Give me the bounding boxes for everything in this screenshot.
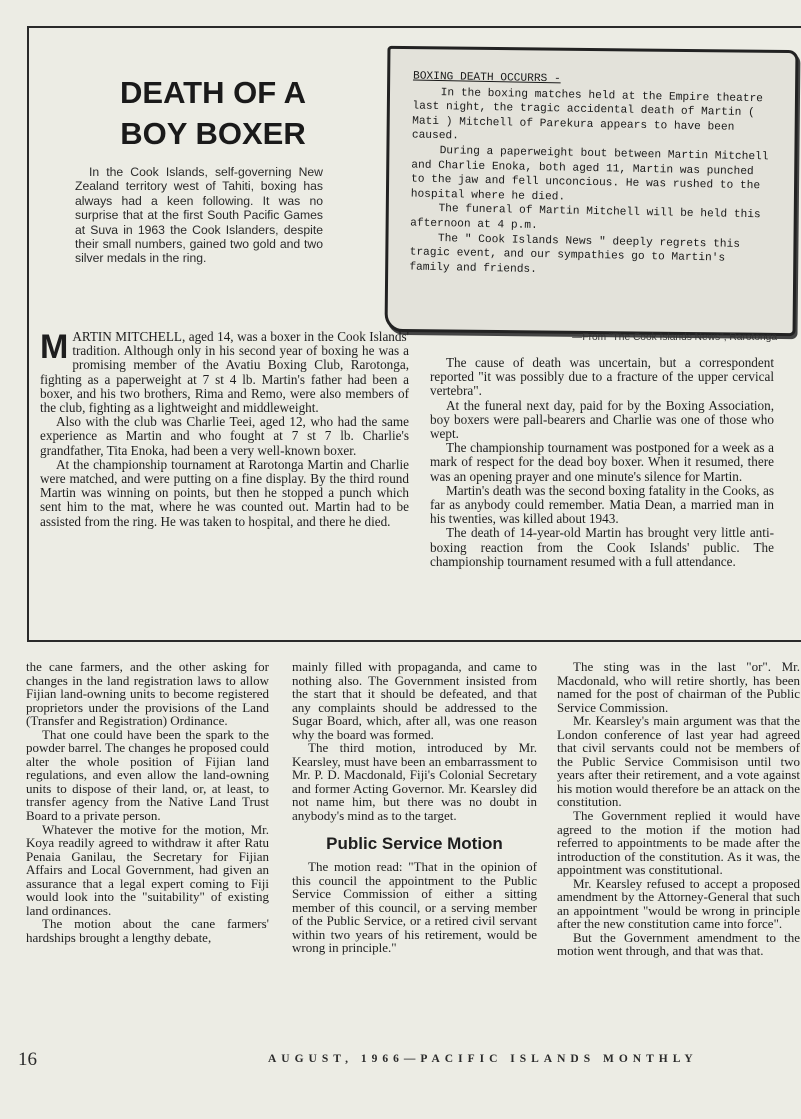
article-column-3	[557, 660, 800, 958]
feature-story-left-column	[40, 330, 409, 529]
story-paragraph: The championship tournament was postponed for a week as a mark of respect for the dead boy boxer. When it resumed, there was an opening prayer and one minute's silence for Martin.	[430, 440, 774, 484]
article-paragraph: The sting was in the last "or". Mr. Macdonald, who will retire shortly, has been named for the post of chairman of the Public Service Commission.	[557, 659, 800, 715]
feature-headline	[78, 72, 348, 154]
page-footer	[18, 1049, 798, 1075]
article-paragraph: Mr. Kearsley refused to accept a proposed amendment by the Attorney-General that such an appointment "would be wrong in principle after the new constitution came into force".	[557, 875, 800, 932]
article-paragraph: mainly filled with propaganda, and came to nothing also. The Government insisted from the start that it should be defeated, and that any complaints should be addressed to the Sugar Board, which, after all, was one reason why the board was formed.	[292, 659, 537, 742]
headline-line-2: BOY BOXER	[120, 116, 306, 151]
article-paragraph: But the Government amendment to the motion went through, and that was that.	[557, 929, 800, 959]
headline-line-1: DEATH OF A	[120, 75, 306, 110]
article-column-1	[26, 660, 269, 944]
clipping-paragraph: The " Cook Islands News " deeply regrets this tragic event, and our sympathies go to Martin's family and friends.	[409, 232, 741, 276]
masthead-line: AUGUST, 1966—PACIFIC ISLANDS MONTHLY	[268, 1053, 698, 1065]
drop-cap: M	[40, 328, 69, 366]
section-subheading: Public Service Motion	[326, 833, 503, 853]
article-paragraph: That one could have been the spark to the powder barrel. The changes he proposed could alter the whole position of Fijian land regulations, and even allow the land-owning units to dispose of their land, or, at least, to transfer agency from the Native Land Trust Board to a private person.	[26, 726, 269, 824]
clipping-paragraph: During a paperweight bout between Martin Mitchell and Charlie Enoka, both aged 11, Martin was punched to the jaw and fell unconcious. He was rushed to the hospital where he died.	[410, 145, 769, 204]
article-paragraph: The Government replied it would have agreed to the motion if the motion had referred to appointments to be made after the introduction of the constitution. As it was, the appointment was constitutional.	[557, 808, 800, 878]
story-paragraph: The cause of death was uncertain, but a correspondent reported "it was possibly due to a fracture of the upper cervical vertebra".	[430, 355, 774, 399]
clipping-paragraph: In the boxing matches held at the Empire theatre last night, the tragic accidental death of Martin ( Mati ) Mitchell of Parekura appears to have been caused.	[411, 86, 764, 143]
story-paragraph: Martin's death was the second boxing fatality in the Cooks, as far as anybody could remember. Matia Dean, a married man in his twenties, was killed about 1943.	[430, 482, 774, 527]
feature-intro	[75, 165, 323, 266]
story-lead-paragraph	[40, 330, 409, 415]
newspaper-clipping	[385, 46, 799, 336]
article-paragraph: The motion about the cane farmers' hardships brought a lengthy debate,	[26, 916, 269, 945]
feature-story-right-column	[430, 356, 774, 569]
clipping-credit: —From "The Cook Islands News", Rarotonga	[572, 332, 777, 343]
clipping-paragraph: The funeral of Martin Mitchell will be held this afternoon at 4 p.m.	[410, 203, 761, 232]
story-paragraph: Also with the club was Charlie Teei, aged 12, who had the same experience as Martin and who fought at 7 st 7 lb. Charlie's grandfather, Tita Enoka, had been a very well-known boxer.	[40, 414, 409, 458]
story-paragraph: The death of 14-year-old Martin has brought very little anti-boxing reaction from the Cook Islands' public. The championship tournament resumed with a full attendance.	[430, 525, 774, 569]
article-column-2	[292, 660, 537, 955]
article-paragraph: Whatever the motive for the motion, Mr. Koya readily agreed to withdraw it after Ratu Penaia Ganilau, the Secretary for Fijian Affairs and Local Government, had given an assurance that a legal expert coming to Fiji would look into the "suitability" of existing land ordinances.	[26, 821, 269, 918]
page-number: 16	[18, 1049, 37, 1070]
clipping-text	[409, 70, 775, 282]
clipping-title: BOXING DEATH OCCURRS -	[412, 70, 561, 86]
article-paragraph: The third motion, introduced by Mr. Kearsley, must have been an embarrassment to Mr. P. D. Macdonald, Fiji's Colonial Secretary and former Acting Governor. Mr. Kearsley did not name him, but there was no doubt in anybody's mind as to the target.	[292, 740, 537, 824]
article-paragraph: Mr. Kearsley's main argument was that the London conference of last year had agreed that civil servants could not be members of the Public Service Commisison until two years after their retirement, and a vote against his motion would therefore be an attack on the constitution.	[557, 713, 800, 810]
story-paragraph: At the championship tournament at Rarotonga Martin and Charlie were matched, and were putting on a fine display. By the third round Martin was winning on points, but then he stopped a punch which sent him to the mat, where he was counted out. Martin had to be assisted from the ring. He was taken to hospital, and there he died.	[40, 456, 409, 529]
story-lead-text: ARTIN MITCHELL, aged 14, was a boxer in the Cook Islands' tradition. Although only in his second year of boxing he was a promising member of the Avatiu Boxing Club, Rarotonga, fighting as a paperweight at 7 st 4 lb. Martin's father had been a boxer, and his two brothers, Rima and Remo, were also members of the club, fighting as a lightweight and middleweight.	[40, 329, 409, 416]
intro-paragraph: In the Cook Islands, self-governing New Zealand territory west of Tahiti, boxing has always had a keen following. It was no surprise that at the first South Pacific Games at Suva in 1963 the Cook Islanders, despite their small numbers, gained two gold and two silver medals in the ring.	[75, 165, 323, 266]
article-paragraph: the cane farmers, and the other asking for changes in the land registration laws to allow Fijian land-owning units to become registered proprietors under the provisions of the Land (Transfer and Registration) Ordinance.	[26, 659, 269, 729]
story-paragraph: At the funeral next day, paid for by the Boxing Association, boy boxers were pall-bearers and Charlie was one of those who wept.	[430, 397, 774, 442]
article-paragraph: The motion read: "That in the opinion of this council the appointment to the Public Service Commission of either a sitting member of this council, or a serving member of the Public Service, or a retired civil servant within two years of his retirement, would be wrong in principle."	[292, 859, 537, 956]
